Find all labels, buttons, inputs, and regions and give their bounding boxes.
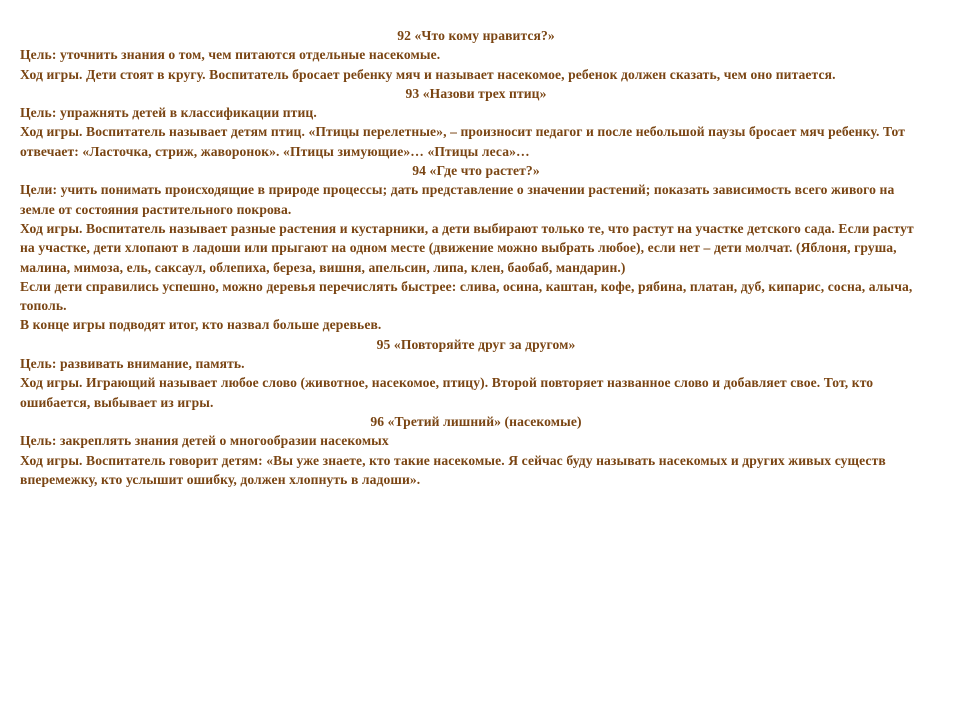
game-title: 93 «Назови трех птиц» bbox=[405, 85, 547, 101]
game-procedure: Ход игры. Воспитатель говорит детям: «Вы уже знаете, кто такие насекомые. Я сейчас буду называть насекомых и других живых существ вперемежку, кто услышит ошибку, должен хлопнуть в ладоши». bbox=[20, 452, 886, 487]
game-section-94 bbox=[20, 161, 932, 335]
game-title: 95 «Повторяйте друг за другом» bbox=[376, 336, 576, 352]
game-section-92 bbox=[20, 26, 932, 84]
game-title: 96 «Третий лишний» (насекомые) bbox=[370, 413, 582, 429]
game-section-96 bbox=[20, 412, 932, 489]
game-goal: Цели: учить понимать происходящие в природе процессы; дать представление о значении растений; показать зависимость всего живого на земле от состояния растительного покрова. bbox=[20, 182, 895, 217]
game-goal: Цель: упражнять детей в классификации птиц. bbox=[20, 105, 317, 121]
game-goal: Цель: уточнить знания о том, чем питаются отдельные насекомые. bbox=[20, 47, 441, 63]
game-procedure: Ход игры. Дети стоят в кругу. Воспитатель бросает ребенку мяч и называет насекомое, ребенок должен сказать, чем оно питается. bbox=[20, 66, 836, 82]
game-procedure: Ход игры. Воспитатель называет разные растения и кустарники, а дети выбирают только те, что растут на участке детского сада. Если растут на участке, дети хлопают в ладоши или прыгают на одном месте (движение можно выбрать любое), если нет – дети молчат. (Яблоня, груша, малина, мимоза, ель, саксаул, облепиха, береза, вишня, апельсин, липа, клен, баобаб, мандарин.) bbox=[20, 220, 914, 275]
game-procedure: Ход игры. Играющий называет любое слово (животное, насекомое, птицу). Второй повторяет названное слово и добавляет свое. Тот, кто ошибается, выбывает из игры. bbox=[20, 375, 874, 410]
document-page bbox=[20, 26, 932, 489]
game-section-93 bbox=[20, 84, 932, 161]
game-section-95 bbox=[20, 335, 932, 412]
game-goal: Цель: развивать внимание, память. bbox=[20, 356, 245, 372]
game-procedure: Ход игры. Воспитатель называет детям птиц. «Птицы перелетные», – произносит педагог и после небольшой паузы бросает мяч ребенку. Тот отвечает: «Ласточка, стриж, жаворонок». «Птицы зимующие»… «Птицы леса»… bbox=[20, 124, 906, 159]
game-goal: Цель: закреплять знания детей о многообразии насекомых bbox=[20, 433, 389, 449]
game-procedure-continued: Если дети справились успешно, можно деревья перечислять быстрее: слива, осина, каштан, кофе, рябина, платан, дуб, кипарис, сосна, алыча, тополь. bbox=[20, 278, 913, 314]
game-title: 92 «Что кому нравится?» bbox=[397, 28, 555, 43]
game-title: 94 «Где что растет?» bbox=[412, 163, 540, 179]
game-conclusion: В конце игры подводят итог, кто назвал больше деревьев. bbox=[20, 317, 382, 333]
